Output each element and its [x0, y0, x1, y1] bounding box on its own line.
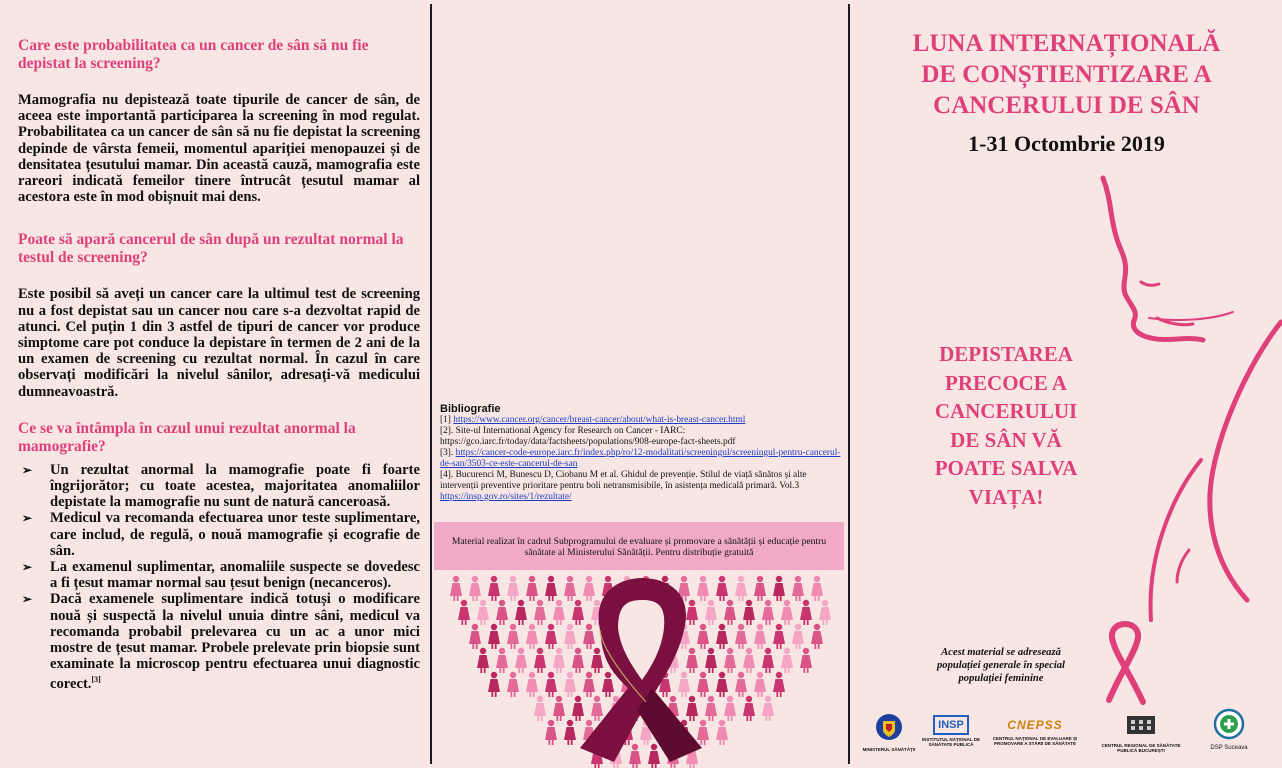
list-item: ➢ Dacă examenele suplimentare indică totuși o modificare nouă și suspectă la nivelul unuia dintre sâni, medicul va recomanda probabil prelevarea cu un ac a unor mici mostre de țesut mamar. Probele prelevate prin biopsie sunt examinate la microscop pentru efectuarea unui diagnostic corect.[3] — [22, 591, 420, 693]
woman-figure-icon — [469, 576, 481, 601]
woman-figure-icon — [678, 672, 690, 697]
woman-figure-icon — [762, 600, 774, 625]
woman-figure-icon — [553, 648, 565, 673]
crsp-bucuresti-logo: CENTRUL REGIONAL DE SĂNĂTATE PUBLICĂ BUCUREȘTI — [1097, 712, 1185, 753]
woman-figure-icon — [488, 624, 500, 649]
woman-figure-icon — [819, 600, 831, 625]
woman-figure-icon — [553, 600, 565, 625]
woman-figure-icon — [743, 600, 755, 625]
woman-figure-icon — [754, 624, 766, 649]
woman-figure-icon — [450, 576, 462, 601]
woman-figure-icon — [716, 672, 728, 697]
woman-figure-icon — [697, 576, 709, 601]
woman-figure-icon — [773, 576, 785, 601]
woman-figure-icon — [735, 624, 747, 649]
bibliography: Bibliografie [1] https://www.cancer.org/cancer/breast-cancer/about/what-is-breast-cancer.html [2]. Site-ul International Agency for Research on Cancer - IARC: https://gco.iarc.fr/today/data/factsheets/populations/908-europe-fact-sheets.pdf [3]. https://cancer-code-europe.iarc.fr/index.php/ro/12-modalitati/screeningul/screeningul-pentru-cancerul-de-san/3503-ce-este-cancerul-de-san [4]. Bucurenci M, Bunescu D, Ciobanu M et al. Ghidul de prevenție. Stilul de viață sănătos și alte intervenții preventive prioritare pentru boli netransmisibile, în asistența medicală primară. Vol.3 https://insp.gov.ro/sites/1/rezultate/ — [440, 404, 845, 503]
woman-figure-icon — [545, 720, 557, 745]
woman-figure-icon — [773, 672, 785, 697]
question-heading: Poate să apară cancerul de sân după un rezultat normal la testul de screening? — [18, 231, 404, 267]
bibliography-title: Bibliografie — [440, 403, 501, 415]
woman-figure-icon — [800, 600, 812, 625]
question-heading: Ce se va întâmpla în cazul unui rezultat anormal la mamografie? — [18, 419, 356, 455]
woman-figure-icon — [705, 600, 717, 625]
woman-figure-icon — [591, 648, 603, 673]
woman-figure-icon — [477, 648, 489, 673]
woman-figure-icon — [811, 624, 823, 649]
ministry-logo: MINISTERUL SĂNĂTĂȚII — [846, 712, 932, 752]
woman-figure-icon — [515, 648, 527, 673]
woman-figure-icon — [545, 672, 557, 697]
woman-figure-icon — [602, 672, 614, 697]
dsp-suceava-logo: DSP Suceava — [1201, 708, 1257, 751]
funding-banner: Material realizat în cadrul Subprogramului de evaluare și promovare a sănătății și educație pentru sănătate al Ministerului Sănătății. Pentru distribuție gratuită — [434, 522, 844, 570]
arrow-bullet-icon: ➢ — [22, 592, 33, 607]
woman-figure-icon — [534, 696, 546, 721]
woman-figure-icon — [686, 696, 698, 721]
woman-figure-icon — [507, 576, 519, 601]
woman-figure-icon — [724, 648, 736, 673]
woman-figure-icon — [743, 648, 755, 673]
list-item: ➢ Un rezultat anormal la mamografie poate fi foarte îngrijorător; cu toate acestea, majoritatea anomaliilor depistate la mamografie nu sunt de natură canceroasă. — [22, 461, 420, 511]
woman-figure-icon — [762, 696, 774, 721]
woman-figure-icon — [507, 672, 519, 697]
arrow-bullet-icon: ➢ — [22, 511, 33, 526]
woman-figure-icon — [629, 744, 641, 768]
arrow-bullet-icon: ➢ — [22, 560, 33, 575]
woman-figure-icon — [800, 648, 812, 673]
list-item: ➢ La examenul suplimentar, anomaliile suspecte se dovedesc a fi țesut mamar normal sau țesut benign (necanceros). — [22, 559, 420, 592]
woman-figure-icon — [697, 672, 709, 697]
woman-figure-icon — [545, 576, 557, 601]
coat-of-arms-icon — [874, 712, 904, 742]
woman-figure-icon — [735, 672, 747, 697]
woman-figure-icon — [697, 624, 709, 649]
woman-figure-icon — [526, 624, 538, 649]
left-panel — [0, 0, 430, 768]
cnepss-logo: CNEPSS CENTRUL NAȚIONAL DE EVALUARE ȘI PROMOVARE A STĂRII DE SĂNĂTATE — [992, 718, 1078, 746]
woman-figure-icon — [469, 624, 481, 649]
woman-figure-icon — [754, 672, 766, 697]
campaign-date: 1-31 Octombrie 2019 — [968, 131, 1165, 156]
target-audience-note: Acest material se adresează populației generale în special populației feminine — [937, 647, 1065, 684]
woman-figure-icon — [526, 672, 538, 697]
woman-figure-icon — [534, 600, 546, 625]
reference-link[interactable]: https://www.cancer.org/cancer/breast-cancer/about/what-is-breast-cancer.html — [453, 415, 746, 425]
woman-figure-icon — [705, 696, 717, 721]
reference-url: https://gco.iarc.fr/today/data/factsheets/populations/908-europe-fact-sheets.pdf — [440, 437, 736, 447]
woman-figure-icon — [553, 696, 565, 721]
woman-figure-icon — [754, 576, 766, 601]
list-item: ➢ Medicul va recomanda efectuarea unor teste suplimentare, care includ, de regulă, o nouă mamografie și ecografie de sân. — [22, 510, 420, 559]
woman-figure-icon — [792, 576, 804, 601]
woman-figure-icon — [572, 648, 584, 673]
woman-figure-icon — [811, 576, 823, 601]
dsp-emblem-icon — [1212, 708, 1246, 740]
insp-logo: INSP INSTITUTUL NAȚIONAL DE SĂNĂTATE PUBLICĂ — [911, 712, 991, 747]
reference-link[interactable]: https://cancer-code-europe.iarc.fr/index.php/ro/12-modalitati/screeningul/screeningul-pentru-cancerul-de-san/3503-ce-este-cancerul-de-san — [440, 448, 841, 469]
woman-figure-icon — [564, 624, 576, 649]
woman-figure-icon — [781, 648, 793, 673]
woman-figure-icon — [705, 648, 717, 673]
woman-figure-icon — [564, 576, 576, 601]
woman-figure-icon — [735, 576, 747, 601]
arrow-bullet-icon: ➢ — [22, 462, 33, 477]
paragraph: Mamografia nu depistează toate tipurile de cancer de sân, de aceea este importantă participarea la screening în mod regulat. Probabilitatea ca un cancer de sân să nu fie depistat la screening depinde de vârsta femeii, momentul apariției menopauzei și de densitatea țesutului mamar. Din această cauză, mamografia este rareori indicată femeilor tinere întrucât țesutul mamar al acestora este în mod obișnuit mai dens. — [18, 92, 420, 206]
woman-figure-icon — [564, 672, 576, 697]
woman-figure-icon — [686, 648, 698, 673]
woman-figure-icon — [534, 648, 546, 673]
woman-figure-icon — [583, 624, 595, 649]
cover-panel — [851, 0, 1282, 768]
bullet-list — [18, 462, 420, 693]
woman-figure-icon — [697, 720, 709, 745]
middle-panel — [432, 0, 848, 768]
woman-figure-icon — [564, 720, 576, 745]
woman-figure-icon — [545, 624, 557, 649]
woman-figure-icon — [762, 648, 774, 673]
woman-figure-icon — [716, 720, 728, 745]
woman-figure-icon — [724, 696, 736, 721]
woman-figure-icon — [496, 600, 508, 625]
question-heading: Care este probabilitatea ca un cancer de sân să nu fie depistat la screening? — [18, 37, 369, 72]
slogan: DEPISTAREA PRECOCE A CANCERULUI DE SÂN VĂ POATE SALVA VIAȚA! — [934, 342, 1078, 509]
woman-figure-icon — [781, 600, 793, 625]
woman-figure-icon — [477, 600, 489, 625]
woman-figure-icon — [724, 600, 736, 625]
woman-figure-icon — [507, 624, 519, 649]
woman-figure-icon — [488, 672, 500, 697]
woman-figure-icon — [496, 648, 508, 673]
woman-figure-icon — [526, 576, 538, 601]
woman-figure-icon — [716, 624, 728, 649]
woman-figure-icon — [686, 600, 698, 625]
campaign-title: LUNA INTERNAȚIONALĂ DE CONȘTIENTIZARE A CANCERULUI DE SÂN — [912, 30, 1221, 119]
woman-figure-icon — [792, 624, 804, 649]
women-crowd-ribbon-illustration — [432, 570, 848, 768]
woman-figure-icon — [572, 696, 584, 721]
reference-text: [2]. Site-ul International Agency for Research on Cancer - IARC: — [440, 426, 686, 436]
woman-figure-icon — [515, 600, 527, 625]
reference-mark: [3] — [91, 675, 101, 685]
building-icon — [1123, 712, 1159, 738]
woman-figure-icon — [743, 696, 755, 721]
woman-figure-icon — [648, 744, 660, 768]
woman-figure-icon — [591, 696, 603, 721]
woman-figure-icon — [458, 600, 470, 625]
woman-figure-icon — [488, 576, 500, 601]
woman-figure-icon — [773, 624, 785, 649]
reference-link[interactable]: https://insp.gov.ro/sites/1/rezultate/ — [440, 492, 572, 502]
woman-figure-icon — [572, 600, 584, 625]
woman-figure-icon — [716, 576, 728, 601]
woman-figure-icon — [583, 576, 595, 601]
woman-figure-icon — [583, 672, 595, 697]
paragraph: Este posibil să aveți un cancer care la ultimul test de screening nu a fost depistat sau un cancer nou care s-a dezvoltat rapid de atunci. Cel puțin 1 din 3 astfel de tipuri de cancer vor produce simptome care pot conduce la depistare în termen de 2 ani de la un examen de screening cu rezultat normal. În cazul în care observați modificări la nivelul sânilor, adresați-vă medicului dumneavoastră. — [18, 286, 420, 400]
